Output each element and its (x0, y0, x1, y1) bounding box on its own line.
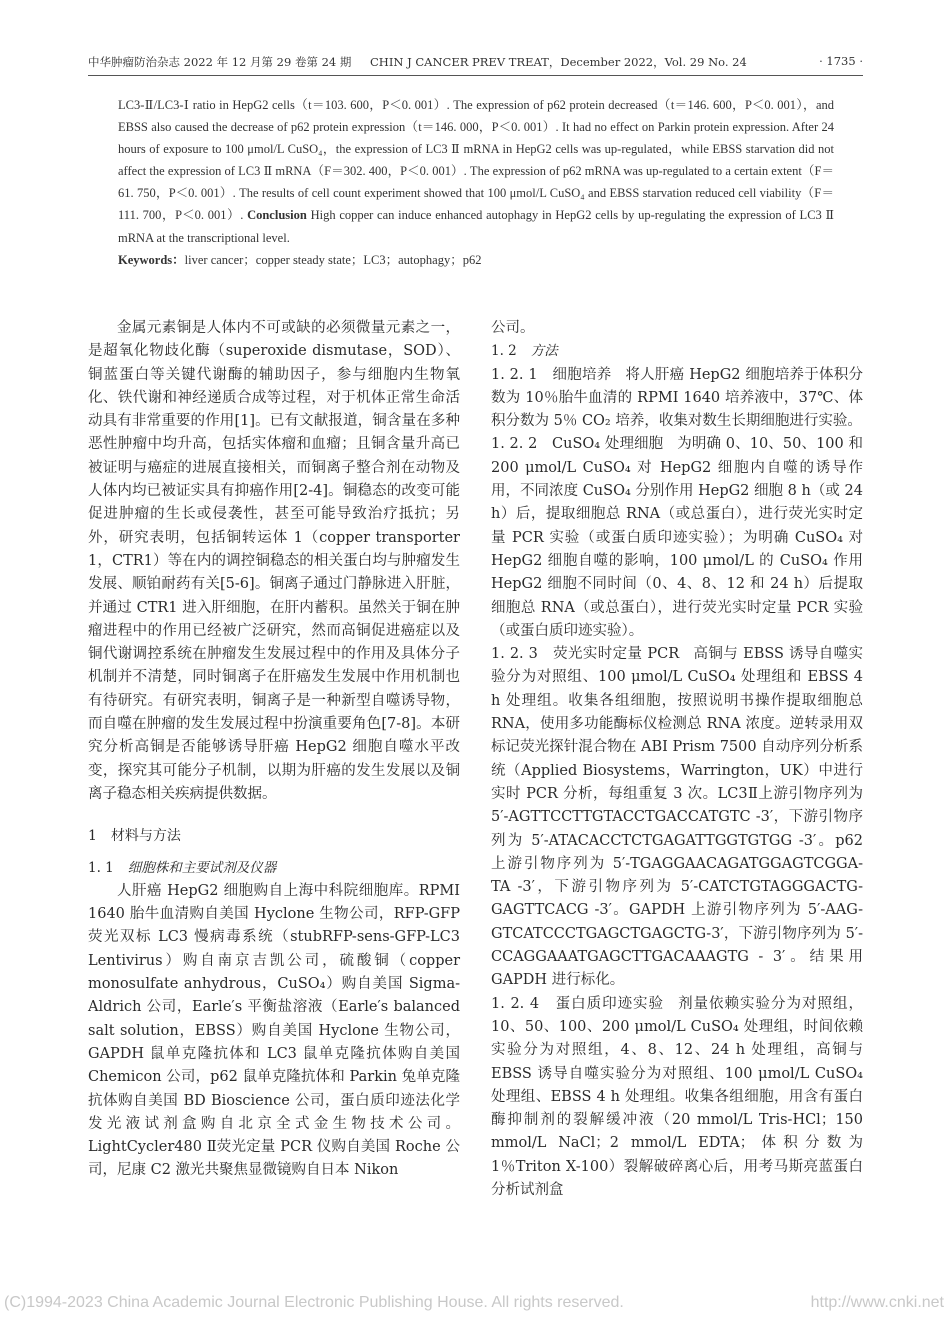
subsection-1-1-number: 1. 1 (88, 859, 114, 876)
subsection-1-2-number: 1. 2 (491, 343, 517, 360)
paragraph-1-2-1-text: 将人肝癌 HepG2 细胞培养于体积分数为 10％胎牛血清的 RPMI 1640 培养液中，37℃、体积分数为 5％ CO₂ 培养，收集对数生长期细胞进行实验。 (491, 366, 863, 430)
paragraph-1-2-4 (491, 993, 863, 1203)
journal-title-cn: 中华肿瘤防治杂志 2022 年 12 月第 29 卷第 24 期 (88, 55, 352, 69)
journal-title-en: CHIN J CANCER PREV TREAT，December 2022，Vol. 29 No. 24 (370, 55, 747, 69)
paragraph-1-2-3-heading: 1. 2. 3 荧光实时定量 PCR (491, 646, 680, 663)
paragraph-1-2-2-text: 为明确 0、10、50、100 和 200 μmol/L CuSO₄ 对 HepG2 细胞内自噬的诱导作用，不同浓度 CuSO₄ 分别作用 HepG2 细胞 8 h（或 24 h）后，提取细胞总 RNA（或总蛋白），进行荧光实时定量 PCR 实验（或蛋白质印迹实验）；为明确 CuSO₄ 对 HepG2 细胞自噬的影响，100 μmol/L 的 CuSO₄ 作用 HepG2 细胞不同时间（0、4、8、12 和 24 h）后提取细胞总 RNA（或总蛋白），进行荧光实时定量 PCR 实验（或蛋白质印迹实验）。 (491, 436, 863, 639)
keywords-label: Keywords： (118, 252, 185, 267)
running-header (88, 54, 863, 76)
conclusion-text: High copper can induce enhanced autophagy in HepG2 cells by up-regulating the expression of LC3 Ⅱ mRNA at the transcriptional level. (118, 208, 835, 245)
abstract-results-text: LC3-Ⅱ/LC3-Ⅰ ratio in HepG2 cells（t＝103. 600，P＜0. 001）. The expression of p62 protein decreased（t＝146. 600，P＜0. 001），and EBSS also caused the decrease of p62 protein expression（t＝146. 000，P＜0. 001）. It had no effect on Parkin protein expression. After 24 hours of exposure to 100 μmol/L CuSO₄，the expression of LC3 Ⅱ mRNA in HepG2 cells was up-regulated，while EBSS starvation did not affect the expression of LC3 Ⅱ mRNA（F＝302. 400，P＜0. 001）. The expression of p62 mRNA was up-regulated to a certain extent（F＝61. 750，P＜0. 001）. The results of cell count experiment showed that 100 μmol/L CuSO₄ and EBSS starvation reduced cell viability（F＝111. 700，P＜0. 001）. (118, 98, 834, 223)
copyright-footer (0, 1294, 950, 1320)
paragraph-1-2-3 (491, 643, 863, 992)
continued-text: 公司。 (491, 320, 535, 336)
conclusion-label: Conclusion (247, 208, 307, 223)
header-divider (88, 75, 863, 76)
paragraph-1-2-3-text: 高铜与 EBSS 诱导自噬实验分为对照组、100 μmol/L CuSO₄ 处理组和 EBSS 4 h 处理组。收集各组细胞，按照说明书操作提取细胞总 RNA，使用多功能酶标仪检测总 RNA 浓度。逆转录用双标记荧光探针混合物在 ABI Prism 7500 自动序列分析系统（Applied Biosystems，Warrington，UK）中进行实时 PCR 分析，每组重复 3 次。LC3Ⅱ上游引物序列为 5′-AGTTCCTTGTACCTGACCATGTC -3′，下游引物序列为 5′-ATACACCTCTGAGATTGGTGTGG -3′。p62 上游引物序列为 5′-TGAGGAACAGATGGAGTCGGA-TA -3′，下游引物序列为 5′-CATCTGTAGGGACTG-GAGTTCACG -3′。GAPDH 上游引物序列为 5′-AAG-GTCATCCCTGAGCTGAGCTG-3′，下游引物序列为 5′-CCAGGAAATGAGCTTGACAAAGTG - 3′。结果用 GAPDH 进行标化。 (491, 646, 863, 989)
right-column (491, 317, 863, 1202)
cnki-url: http://www.cnki.net (810, 1294, 944, 1311)
keywords-line (118, 249, 834, 271)
paragraph-1-2-2 (491, 433, 863, 643)
subsection-1-1-title (88, 857, 460, 880)
copyright-notice: (C)1994-2023 China Academic Journal Electronic Publishing House. All rights reserved. (4, 1294, 624, 1311)
materials-paragraph: 人肝癌 HepG2 细胞购自上海中科院细胞库。RPMI 1640 胎牛血清购自美国 Hyclone 生物公司，RFP-GFP 荧光双标 LC3 慢病毒系统（stubRFP-sens-GFP-LC3 Lentivirus）购自南京吉凯公司，硫酸铜（copper monosulfate anhydrous，CuSO₄）购自美国 Sigma-Aldrich 公司，Earle′s 平衡盐溶液（Earle′s balanced salt solution，EBSS）购自美国 Hyclone 生物公司，GAPDH 鼠单克隆抗体和 LC3 鼠单克隆抗体购自美国 Chemicon 公司，p62 鼠单克隆抗体和 Parkin 兔单克隆抗体购自美国 BD Bioscience 公司，蛋白质印迹法化学发光液试剂盒购自北京全式金生物技术公司。LightCycler480 Ⅱ荧光定量 PCR 仪购自美国 Roche 公司，尼康 C2 激光共聚焦显微镜购自日本 Nikon (88, 882, 460, 1179)
paragraph-1-2-4-heading: 1. 2. 4 蛋白质印迹实验 (491, 995, 665, 1012)
paragraph-1-2-1 (491, 364, 863, 434)
section-1-title: 1 材料与方法 (88, 828, 181, 845)
subsection-1-2-heading: 方法 (530, 343, 558, 360)
left-column (88, 317, 460, 1183)
english-abstract (118, 94, 834, 271)
intro-paragraph: 金属元素铜是人体内不可或缺的必须微量元素之一，是超氧化物歧化酶（superoxide dismutase，SOD）、铜蓝蛋白等关键代谢酶的辅助因子，参与细胞内生物氧化、铁代谢和神经递质合成等过程，对于机体正常生命活动具有非常重要的作用[1]。已有文献报道，铜含量在多种恶性肿瘤中均升高，包括实体瘤和血瘤；且铜含量升高已被证明与癌症的进展直接相关，而铜离子整合剂在动物及人体内均已被证实具有抑癌作用[2-4]。铜稳态的改变可能促进肿瘤的生长或侵袭性，甚至可能导致治疗抵抗；另外，研究表明，包括铜转运体 1（copper transporter 1，CTR1）等在内的调控铜稳态的相关蛋白均与肿瘤发生发展、顺铂耐药有关[5-6]。铜离子通过门静脉进入肝脏，并通过 CTR1 进入肝细胞，在肝内蓄积。虽然关于铜在肿瘤进程中的作用已经被广泛研究，然而高铜促进癌症以及铜代谢调控系统在肿瘤发生发展过程中的作用及具体分子机制并不清楚，同时铜离子在肝癌发生发展中作用机制也有待研究。有研究表明，铜离子是一种新型自噬诱导物，而自噬在肿瘤的发生发展过程中扮演重要角色[7-8]。本研究分析高铜是否能够诱导肝癌 HepG2 细胞自噬水平改变，探究其可能分子机制，以期为肝癌的发生发展以及铜离子稳态相关疾病提供数据。 (88, 320, 460, 802)
keywords-text: liver cancer；copper steady state；LC3；autophagy；p62 (184, 252, 482, 267)
paragraph-1-2-1-heading: 1. 2. 1 细胞培养 (491, 366, 612, 383)
subsection-1-1-heading: 细胞株和主要试剂及仪器 (127, 859, 277, 876)
subsection-1-2-title (491, 340, 863, 363)
paragraph-1-2-2-heading: 1. 2. 2 CuSO₄ 处理细胞 (491, 436, 664, 453)
paragraph-1-2-4-text: 剂量依赖实验分为对照组，10、50、100、200 μmol/L CuSO₄ 处理组，时间依赖实验分为对照组，4、8、12、24 h 处理组，高铜与 EBSS 诱导自噬实验分为对照组、100 μmol/L CuSO₄ 处理组、EBSS 4 h 处理组。收集各组细胞，用含有蛋白酶抑制剂的裂解缓冲液（20 mmol/L Tris-HCl；150 mmol/L NaCl；2 mmol/L EDTA；体积分数为 1％Triton X-100）裂解破碎离心后，用考马斯亮蓝蛋白分析试剂盒 (491, 995, 863, 1198)
page-number: · 1735 · (819, 54, 863, 68)
